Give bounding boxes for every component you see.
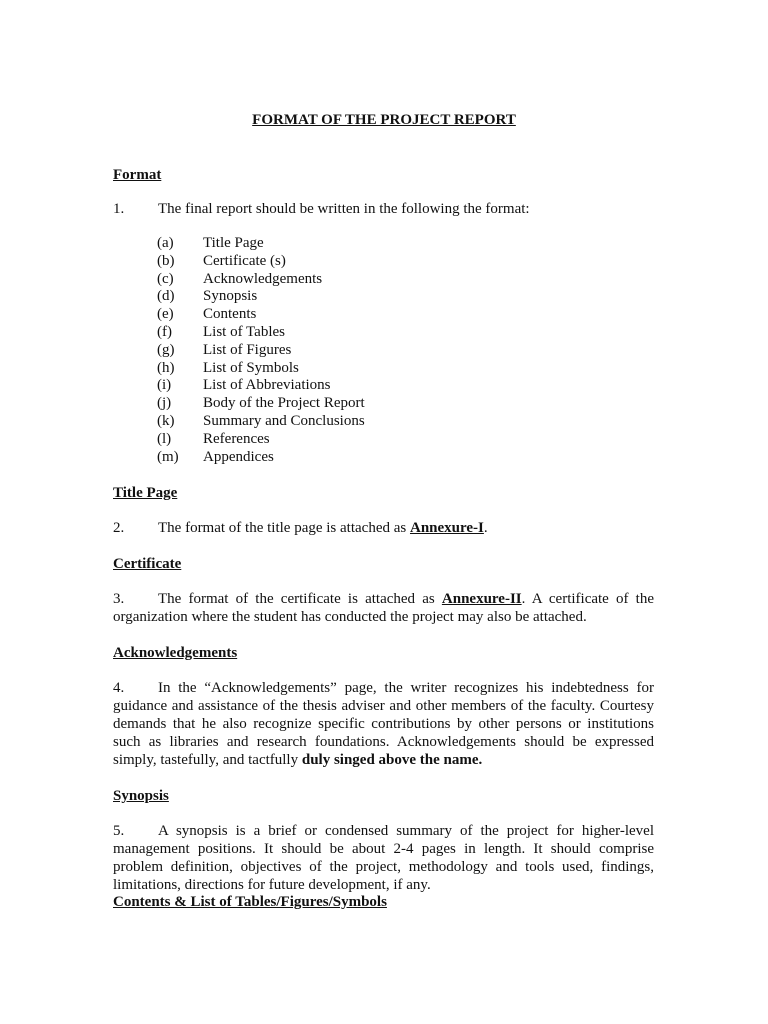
list-item-letter: (i) bbox=[157, 377, 172, 394]
section-heading-certificate: Certificate bbox=[113, 556, 182, 572]
list-item-label: Appendices bbox=[203, 448, 274, 465]
list-item-label: List of Symbols bbox=[203, 359, 299, 376]
list-item-letter: (f) bbox=[157, 324, 172, 340]
item-number: 4. bbox=[113, 680, 125, 696]
list-item-label: Acknowledgements bbox=[203, 270, 323, 287]
annexure-i-link[interactable]: Annexure-I bbox=[409, 520, 484, 536]
item-number: 3. bbox=[113, 591, 125, 607]
section-heading-title-page: Title Page bbox=[113, 485, 178, 501]
list-item-letter: (k) bbox=[157, 413, 175, 429]
list-item-label: References bbox=[203, 430, 270, 447]
certificate-item-3: 3. The format of the certificate is attached as Annexure-II. A certificate of the organization where the student has conducted the project may also be attached. bbox=[113, 591, 654, 625]
list-item-label: Certificate (s) bbox=[203, 252, 286, 269]
list-item-letter: (b) bbox=[157, 252, 175, 269]
list-item-letter: (j) bbox=[157, 395, 172, 412]
list-item-letter: (a) bbox=[157, 235, 174, 251]
list-item-label: Summary and Conclusions bbox=[203, 413, 365, 429]
section-heading-acknowledgements: Acknowledgements bbox=[113, 645, 238, 661]
list-item-letter: (d) bbox=[157, 288, 175, 305]
item-number: 2. bbox=[113, 520, 125, 536]
list-item-letter: (h) bbox=[157, 359, 175, 376]
section-heading-contents: Contents & List of Tables/Figures/Symbols bbox=[113, 894, 387, 910]
list-item-letter: (g) bbox=[157, 341, 175, 358]
list-item-label: Contents bbox=[203, 306, 257, 323]
acknowledgements-item-4: 4. In the “Acknowledgements” page, the writer recognizes his indebtedness for guidance and assistance of the thesis adviser and other members of the faculty. Courtesy demands that he also recognize specific contributions by other persons or institutions such as libraries and research foundations. Acknowledgements should be expressed simply, tastefully, and tactfully duly singed above the name. bbox=[113, 680, 654, 768]
item-number: 1. bbox=[113, 201, 125, 217]
section-heading-synopsis: Synopsis bbox=[113, 788, 169, 804]
list-item-label: Body of the Project Report bbox=[203, 395, 365, 412]
list-item-label: List of Figures bbox=[203, 341, 292, 358]
item-text: The final report should be written in the following the format: bbox=[158, 201, 530, 217]
list-item-letter: (e) bbox=[157, 306, 174, 323]
list-item-label: Synopsis bbox=[203, 288, 258, 305]
list-item-letter: (m) bbox=[157, 448, 179, 465]
page-title: FORMAT OF THE PROJECT REPORT bbox=[252, 112, 516, 128]
list-item-label: Title Page bbox=[203, 235, 264, 251]
section-heading-format: Format bbox=[113, 167, 162, 183]
item-number: 5. bbox=[113, 823, 125, 839]
item-text: The format of the title page is attached as Annexure-I. bbox=[158, 520, 488, 536]
list-item-label: List of Abbreviations bbox=[203, 377, 331, 394]
synopsis-item-5: 5. A synopsis is a brief or condensed summary of the project for higher-level management positions. It should be about 2-4 pages in length. It should comprise problem definition, objectives of the project, methodology and tools used, findings, limitations, directions for future development, if any. bbox=[113, 823, 654, 893]
list-item-label: List of Tables bbox=[203, 324, 285, 340]
list-item-letter: (l) bbox=[157, 430, 172, 447]
list-item-letter: (c) bbox=[157, 270, 174, 287]
annexure-ii-link[interactable]: Annexure-II bbox=[441, 591, 522, 607]
